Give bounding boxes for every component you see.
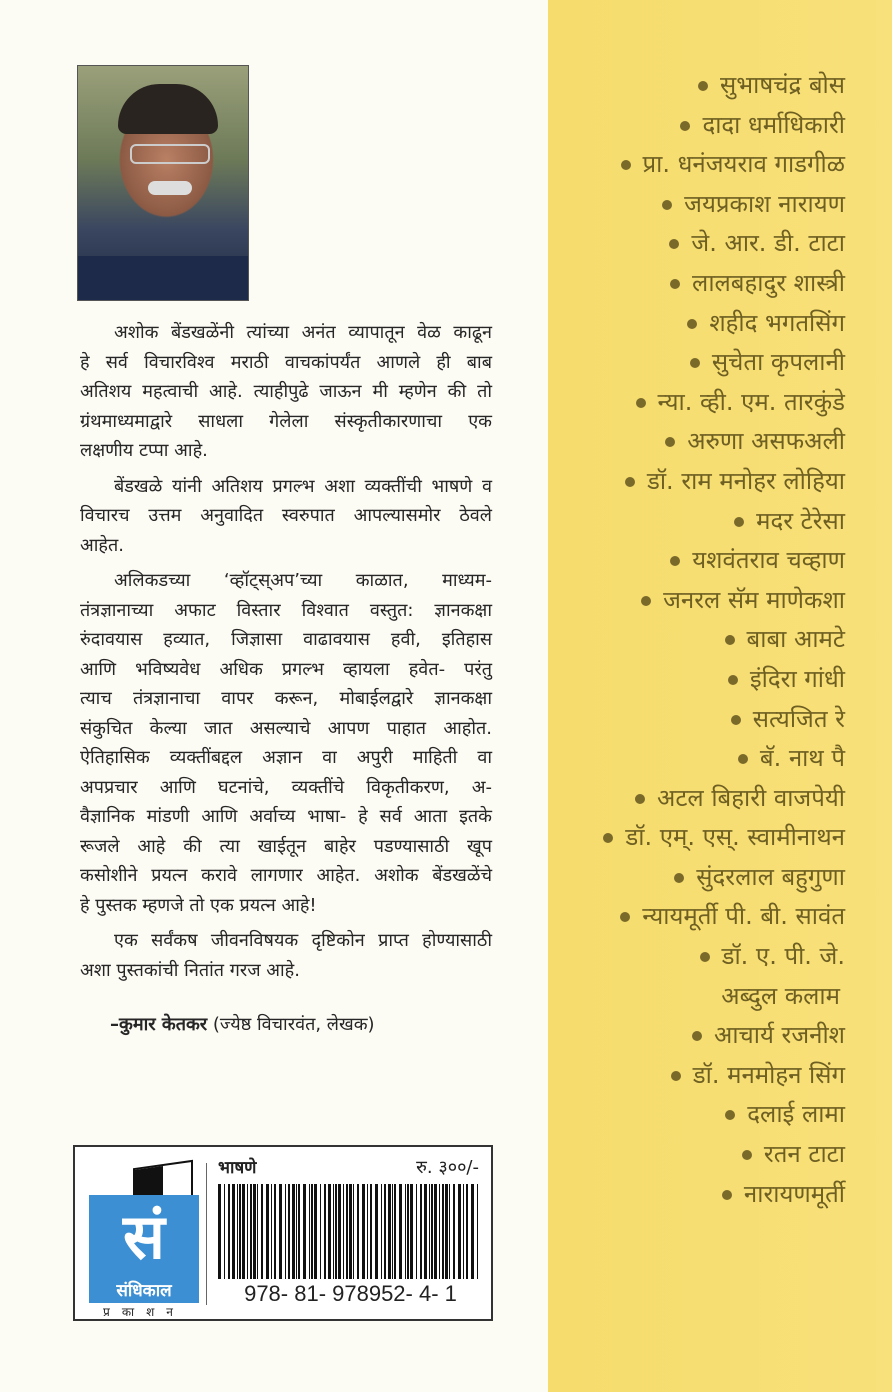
speaker-item: [560, 818, 845, 858]
quote-attribution: [110, 1012, 375, 1036]
speaker-item: [560, 897, 845, 937]
text-line: वैज्ञानिक मांडणी आणि अर्वाच्य भाषा- हे सर्व आता इतके: [80, 806, 492, 827]
speaker-list: [560, 66, 845, 1214]
barcode-bar: [303, 1184, 306, 1279]
barcode-bar: [463, 1184, 464, 1279]
text-line: आणि भविष्यवेध अधिक प्रगल्भ व्हायला हवेत- परंतु: [80, 658, 492, 680]
text-line: रूजले आहे की त्या खाईतून बाहेर पडण्यासाठी खूप: [80, 835, 492, 857]
barcode-bar: [442, 1184, 444, 1279]
publisher-sub: प्रकाशन: [103, 1305, 185, 1319]
text-line: अशा पुस्तकांची नितांत गरज आहे.: [80, 959, 300, 981]
bullet-icon: [635, 794, 645, 804]
speaker-item: [560, 1175, 845, 1215]
speaker-name: सुंदरलाल बहुगुणा: [696, 862, 845, 891]
bullet-icon: [738, 754, 748, 764]
barcode-bar: [434, 1184, 437, 1279]
book-price: रु. ३००/-: [416, 1157, 479, 1178]
speaker-item: [560, 1016, 845, 1056]
text-line: ग्रंथमाध्यमाद्वारे साधला गेलेला संस्कृतीकारणाचा एक: [80, 410, 492, 432]
speaker-name: शहीद भगतसिंग: [709, 308, 845, 337]
speaker-name: डॉ. मनमोहन सिंग: [692, 1060, 845, 1089]
barcode-bar: [320, 1184, 321, 1279]
barcode-bar: [471, 1184, 474, 1279]
text-line: हे पुस्तक म्हणजे तो एक प्रयत्न आहे!: [80, 894, 317, 916]
barcode-bar: [439, 1184, 440, 1279]
text-line: अपप्रचार आणि घटनांचे, व्यक्तींचे विकृतीकरण, अ-: [80, 776, 492, 798]
text-line: अतिशय महत्वाची आहे. त्याहीपुढे जाऊन मी म्हणेन की तो: [80, 381, 492, 402]
text-line: संकुचित केल्या जात असल्याचे आपण पाहात आहोत.: [80, 717, 492, 739]
bullet-icon: [603, 833, 613, 843]
barcode-bar: [357, 1184, 359, 1279]
speaker-name: सुचेता कृपलानी: [711, 348, 845, 377]
barcode-bar: [335, 1184, 337, 1279]
speaker-name: जे. आर. डी. टाटा: [691, 229, 845, 258]
text-line: बेंडखळे यांनी अतिशय प्रगल्भ अशा व्यक्तींची भाषणे व: [114, 475, 492, 497]
speaker-item: [560, 145, 845, 185]
bullet-icon: [680, 121, 690, 131]
barcode-bar: [261, 1184, 263, 1279]
bullet-icon: [725, 1110, 735, 1120]
barcode-bar: [449, 1184, 450, 1279]
speaker-name: दलाई लामा: [747, 1100, 845, 1129]
barcode-bar: [338, 1184, 341, 1279]
speaker-name: मदर टेरेसा: [756, 506, 845, 535]
bullet-icon: [669, 239, 679, 249]
barcode-bar: [296, 1184, 297, 1279]
speaker-item: [560, 462, 845, 502]
divider: [206, 1163, 207, 1305]
speaker-name: यशवंतराव चव्हाण: [692, 546, 845, 575]
text-line: रुंदावयास हव्यात, जिज्ञासा वाढावयास हवी, इतिहास: [80, 629, 492, 650]
barcode-bar: [416, 1184, 417, 1279]
bullet-icon: [734, 517, 744, 527]
barcode-bar: [445, 1184, 448, 1279]
text-line: विचारच उत्तम अनुवादित स्वरुपात आपल्यासमोर ठेवले: [80, 505, 492, 526]
barcode-bar: [407, 1184, 409, 1279]
barcode-bar: [349, 1184, 352, 1279]
speaker-name: जयप्रकाश नारायण: [684, 189, 845, 218]
barcode-bar: [257, 1184, 258, 1279]
paragraph: [80, 318, 492, 466]
barcode-bar: [266, 1184, 269, 1279]
speaker-item: [560, 343, 845, 383]
speaker-item: [560, 1056, 845, 1096]
blurb-text: [80, 318, 492, 991]
publisher-logo-glyph: सं: [89, 1195, 199, 1279]
barcode-bar: [333, 1184, 334, 1279]
speaker-item: [560, 700, 845, 740]
speaker-name: डॉ. ए. पी. जे.: [721, 942, 845, 971]
speaker-item: [560, 620, 845, 660]
barcode-bar: [242, 1184, 245, 1279]
author-photo: [77, 65, 249, 301]
speaker-name: लालबहादुर शास्त्री: [692, 268, 845, 297]
text-line: तंत्रज्ञानाच्या अफाट विस्तार विश्वात वस्तुत: ज्ञानकक्षा: [80, 599, 492, 621]
barcode-bar: [399, 1184, 402, 1279]
publisher-logo: [89, 1159, 199, 1319]
speaker-item: [560, 224, 845, 264]
speaker-name: बाबा आमटे: [746, 625, 845, 654]
paragraph: [80, 566, 492, 920]
barcode-bar: [274, 1184, 276, 1279]
barcode-bar: [224, 1184, 225, 1279]
barcode-bar: [314, 1184, 317, 1279]
barcode-bar: [247, 1184, 248, 1279]
barcode-bar: [279, 1184, 282, 1279]
speaker-item: [560, 779, 845, 819]
speaker-name: रतन टाटा: [763, 1140, 845, 1169]
book-category: भाषणे: [218, 1158, 257, 1178]
speaker-item: [560, 660, 845, 700]
speaker-item: [560, 264, 845, 304]
barcode-bar: [477, 1184, 478, 1279]
barcode-bar: [429, 1184, 430, 1279]
quote-author-desc: (ज्येष्ठ विचारवंत, लेखक): [207, 1014, 375, 1035]
text-line: अशोक बेंडखळेंनी त्यांच्या अनंत व्यापातून वेळ काढून: [114, 322, 492, 343]
barcode-bar: [324, 1184, 326, 1279]
speaker-name: डॉ. राम मनोहर लोहिया: [647, 466, 845, 495]
bullet-icon: [674, 873, 684, 883]
barcode-bar: [370, 1184, 372, 1279]
bullet-icon: [665, 437, 675, 447]
speaker-name: सुभाषचंद्र बोस: [720, 71, 845, 99]
speaker-item: [560, 422, 845, 462]
barcode-bar: [384, 1184, 386, 1279]
speaker-name: सत्यजित रे: [752, 704, 845, 733]
barcode-bar: [343, 1184, 344, 1279]
paragraph: [80, 926, 492, 985]
barcode-bar: [466, 1184, 468, 1279]
speaker-item: [560, 304, 845, 344]
barcode-bar: [239, 1184, 241, 1279]
speaker-name: न्यायमूर्ती पी. बी. सावंत: [642, 902, 845, 931]
text-line: एक सर्वंकष जीवनविषयक दृष्टिकोन प्राप्त होण्यासाठी: [114, 930, 492, 951]
bullet-icon: [725, 635, 735, 645]
barcode-bar: [292, 1184, 295, 1279]
speaker-name: इंदिरा गांधी: [749, 664, 845, 693]
bullet-icon: [641, 596, 651, 606]
barcode-bar: [362, 1184, 365, 1279]
speaker-item: [560, 185, 845, 225]
speaker-name: न्या. व्ही. एम. तारकुंडे: [657, 387, 845, 416]
text-line: लक्षणीय टप्पा आहे.: [80, 440, 208, 461]
text-line: अलिकडच्या ‘व्हॉट्स्अप’च्या काळात, माध्यम-: [114, 570, 492, 591]
bullet-icon: [670, 279, 680, 289]
bullet-icon: [636, 398, 646, 408]
speaker-item: [560, 858, 845, 898]
speaker-item: [560, 106, 845, 146]
barcode-bar: [420, 1184, 422, 1279]
speaker-name: अटल बिहारी वाजपेयी: [656, 783, 845, 812]
barcode-bar: [228, 1184, 230, 1279]
speaker-name: अब्दुल कलाम: [721, 981, 840, 1010]
barcode-bar: [328, 1184, 331, 1279]
speaker-item: [560, 739, 845, 779]
bullet-icon: [728, 675, 738, 685]
barcode-bar: [392, 1184, 393, 1279]
barcode-bar: [410, 1184, 413, 1279]
barcode-bar: [285, 1184, 286, 1279]
speaker-name: दादा धर्माधिकारी: [702, 110, 845, 139]
bullet-icon: [662, 200, 672, 210]
barcode-bar: [453, 1184, 455, 1279]
barcode-bar: [424, 1184, 427, 1279]
quote-author: –कुमार केतकर: [110, 1014, 208, 1035]
speaker-item: [560, 1095, 845, 1135]
speaker-name: डॉ. एम्. एस्. स्वामीनाथन: [625, 823, 845, 852]
speaker-name: अरुणा असफअली: [687, 427, 845, 456]
barcode-bar: [218, 1184, 221, 1279]
speaker-item: [560, 977, 845, 1017]
speaker-item: [560, 1135, 845, 1175]
barcode-bar: [237, 1184, 238, 1279]
speaker-item: [560, 502, 845, 542]
publisher-name: संधिकाल: [89, 1279, 199, 1303]
bullet-icon: [698, 81, 708, 91]
text-line: ऐतिहासिक व्यक्तींबद्दल अज्ञान वा अपुरी माहिती वा: [80, 747, 492, 768]
barcode-bar: [367, 1184, 368, 1279]
speaker-name: जनरल सॅम माणेकशा: [663, 585, 845, 614]
bullet-icon: [722, 1190, 732, 1200]
bullet-icon: [671, 1071, 681, 1081]
speaker-name: नारायणमूर्ती: [743, 1179, 845, 1208]
barcode-bar: [271, 1184, 272, 1279]
isbn: 978- 81- 978952- 4- 1: [244, 1281, 457, 1306]
text-line: त्याच तंत्रज्ञानाचा वापर करून, मोबाईलद्वारे ज्ञानकक्षा: [80, 688, 492, 709]
bullet-icon: [742, 1150, 752, 1160]
speaker-item: [560, 937, 845, 977]
text-line: हे सर्व विचारविश्व मराठी वाचकांपर्यंत आणले ही बाब: [80, 351, 492, 373]
speaker-name: बॅ. नाथ पै: [759, 744, 845, 773]
speaker-item: [560, 541, 845, 581]
barcode-bar: [431, 1184, 433, 1279]
bullet-icon: [731, 715, 741, 725]
speaker-item: [560, 66, 845, 106]
speaker-item: [560, 383, 845, 423]
barcode-bar: [353, 1184, 354, 1279]
barcode-bar: [458, 1184, 461, 1279]
paragraph: [80, 472, 492, 561]
bullet-icon: [670, 556, 680, 566]
bullet-icon: [621, 160, 631, 170]
barcode-bar: [405, 1184, 406, 1279]
barcode-bar: [388, 1184, 391, 1279]
barcode-bar: [232, 1184, 235, 1279]
barcode-bar: [346, 1184, 348, 1279]
bullet-icon: [692, 1031, 702, 1041]
barcode-bar: [309, 1184, 310, 1279]
bullet-icon: [620, 912, 630, 922]
barcode-bar: [375, 1184, 378, 1279]
bullet-icon: [690, 358, 700, 368]
barcode-bar: [250, 1184, 252, 1279]
barcode-bar: [381, 1184, 382, 1279]
speaker-name: आचार्य रजनीश: [713, 1021, 845, 1050]
speaker-name: प्रा. धनंजयराव गाडगीळ: [642, 150, 845, 179]
barcode-bar: [253, 1184, 256, 1279]
speaker-item: [560, 581, 845, 621]
barcode: [218, 1184, 483, 1279]
bullet-icon: [625, 477, 635, 487]
barcode-bar: [298, 1184, 300, 1279]
text-line: कसोशीने प्रयत्न करावे लागणार आहेत. अशोक बेंडखळेंचे: [80, 865, 492, 886]
bullet-icon: [700, 952, 710, 962]
barcode-bar: [311, 1184, 313, 1279]
barcode-box: [73, 1145, 493, 1321]
barcode-bar: [394, 1184, 396, 1279]
barcode-bar: [288, 1184, 290, 1279]
bullet-icon: [687, 319, 697, 329]
text-line: आहेत.: [80, 534, 124, 556]
